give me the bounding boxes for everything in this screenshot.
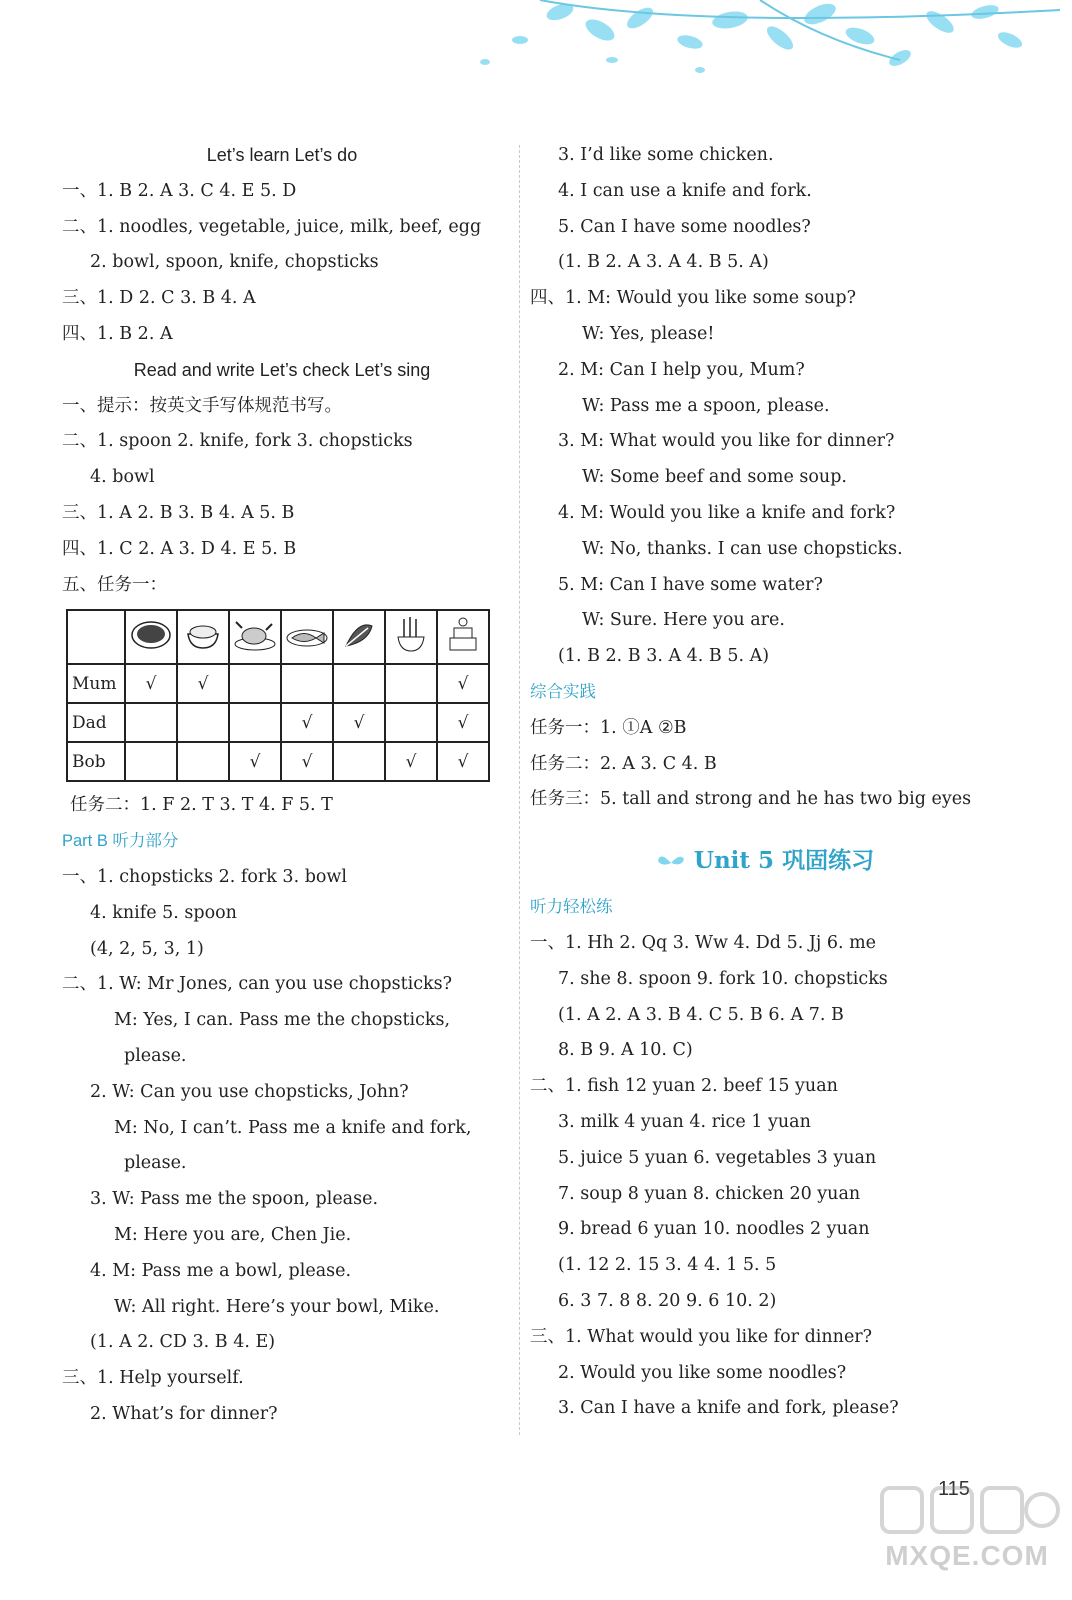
answer-line: 任务二：2. A 3. C 4. B [530, 753, 717, 774]
table-cell [177, 742, 229, 781]
table-cell: √ [177, 664, 229, 703]
answer-line: W: Yes, please! [582, 323, 715, 344]
answer-line: 任务二：1. F 2. T 3. T 4. F 5. T [70, 795, 333, 816]
answer-line: (1. 12 2. 15 3. 4 4. 1 5. 5 [558, 1255, 777, 1276]
answer-line: 任务一：1. ①A ②B [530, 717, 687, 738]
answer-line: 2. W: Can you use chopsticks, John? [90, 1081, 409, 1102]
table-cell [229, 664, 281, 703]
answer-line: 2. What’s for dinner? [90, 1403, 278, 1424]
answer-line: W: Some beef and some soup. [582, 467, 847, 488]
section-label: 综合实践 [530, 682, 596, 701]
answer-line: 二、1. fish 12 yuan 2. beef 15 yuan [530, 1076, 838, 1097]
section-heading: Read and write Let’s check Let’s sing [133, 359, 431, 380]
table-cell: √ [437, 664, 489, 703]
answer-line: W: All right. Here’s your bowl, Mike. [114, 1296, 440, 1317]
answer-line: 四、1. C 2. A 3. D 4. E 5. B [62, 538, 297, 559]
table-row [67, 703, 489, 742]
answer-line: 3. M: What would you like for dinner? [558, 431, 895, 452]
rice-bowl-icon [177, 610, 229, 664]
answer-line: 5. Can I have some noodles? [558, 216, 811, 237]
table-cell: √ [125, 664, 177, 703]
page-number: 115 [938, 1478, 970, 1500]
answer-line: 一、提示：按英文手写体规范书写。 [62, 395, 342, 416]
answer-line: 7. soup 8 yuan 8. chicken 20 yuan [558, 1183, 861, 1204]
answer-line: (1. A 2. A 3. B 4. C 5. B 6. A 7. B [558, 1004, 844, 1025]
answer-line: 三、1. What would you like for dinner? [530, 1326, 873, 1347]
answer-line: please. [124, 1153, 187, 1174]
section-label: 听力轻松练 [530, 898, 613, 917]
answer-line: 4. I can use a knife and fork. [558, 180, 812, 201]
noodles-icon [385, 610, 437, 664]
answer-line: 4. knife 5. spoon [90, 902, 237, 923]
answer-line: (1. A 2. CD 3. B 4. E) [90, 1332, 276, 1353]
answer-line: 二、1. noodles, vegetable, juice, milk, beef, egg [62, 216, 482, 237]
answer-line: 一、1. B 2. A 3. C 4. E 5. D [62, 180, 297, 201]
answer-line: W: Sure. Here you are. [582, 610, 785, 631]
right-column [530, 138, 1000, 1427]
table-cell: √ [437, 703, 489, 742]
table-row [67, 664, 489, 703]
food-table [66, 609, 490, 782]
table-cell: √ [281, 742, 333, 781]
table-cell: √ [281, 703, 333, 742]
fish-icon [281, 610, 333, 664]
answer-line: 一、1. chopsticks 2. fork 3. bowl [62, 866, 348, 887]
cake-icon [437, 610, 489, 664]
left-column [62, 138, 502, 1433]
table-cell [385, 703, 437, 742]
answer-line: 3. milk 4 yuan 4. rice 1 yuan [558, 1111, 811, 1132]
table-cell [125, 742, 177, 781]
table-cell [333, 664, 385, 703]
answer-line: M: No, I can’t. Pass me a knife and fork, [114, 1117, 472, 1138]
butterfly-icon [656, 851, 686, 873]
answer-line: 2. bowl, spoon, knife, chopsticks [90, 252, 379, 273]
table-cell [385, 664, 437, 703]
answer-line: 5. M: Can I have some water? [558, 574, 823, 595]
row-label: Dad [67, 703, 125, 742]
answer-line: 9. bread 6 yuan 10. noodles 2 yuan [558, 1219, 870, 1240]
answer-line: 2. M: Can I help you, Mum? [558, 359, 805, 380]
section-heading: Let’s learn Let’s do [206, 145, 358, 165]
table-cell [333, 742, 385, 781]
leaf-decoration [0, 0, 1072, 100]
answer-line: (1. B 2. A 3. A 4. B 5. A) [558, 252, 769, 273]
answer-line: 4. M: Would you like a knife and fork? [558, 502, 896, 523]
answer-line: 四、1. B 2. A [62, 323, 173, 344]
answer-line: 8. B 9. A 10. C) [558, 1040, 693, 1061]
answer-line: 3. I’d like some chicken. [558, 145, 774, 165]
table-cell [281, 664, 333, 703]
table-row [67, 742, 489, 781]
watermark-logo-icon [872, 1482, 1062, 1542]
answer-line: 4. M: Pass me a bowl, please. [90, 1260, 352, 1281]
answer-line: (4, 2, 5, 3, 1) [90, 938, 204, 959]
answer-line: 3. Can I have a knife and fork, please? [558, 1398, 899, 1419]
table-cell: √ [385, 742, 437, 781]
column-divider [519, 145, 520, 1435]
answer-line: M: Yes, I can. Pass me the chopsticks, [114, 1010, 451, 1031]
answer-line: 五、任务一： [62, 574, 167, 595]
steak-icon [125, 610, 177, 664]
answer-line: 三、1. Help yourself. [62, 1368, 244, 1389]
answer-line: W: No, thanks. I can use chopsticks. [582, 538, 903, 559]
answer-line: 7. she 8. spoon 9. fork 10. chopsticks [558, 968, 888, 989]
answer-line: 3. W: Pass me the spoon, please. [90, 1189, 379, 1210]
watermark [872, 1482, 1062, 1582]
table-cell: √ [229, 742, 281, 781]
answer-line: 6. 3 7. 8 8. 20 9. 6 10. 2) [558, 1290, 777, 1311]
answer-line: please. [124, 1045, 187, 1066]
answer-line: 三、1. D 2. C 3. B 4. A [62, 288, 256, 309]
unit-title-text: Unit 5 巩固练习 [693, 847, 875, 875]
section-label: Part B 听力部分 [62, 832, 179, 851]
answer-line: 一、1. Hh 2. Qq 3. Ww 4. Dd 5. Jj 6. me [530, 932, 877, 953]
vegetable-icon [333, 610, 385, 664]
answer-line: 2. Would you like some noodles? [558, 1362, 847, 1383]
answer-line: 三、1. A 2. B 3. B 4. A 5. B [62, 502, 295, 523]
table-cell [229, 703, 281, 742]
table-cell: √ [333, 703, 385, 742]
answer-line: 4. bowl [90, 467, 155, 488]
table-cell [125, 703, 177, 742]
answer-line: 四、1. M: Would you like some soup? [530, 288, 856, 309]
table-cell: √ [437, 742, 489, 781]
table-cell [177, 703, 229, 742]
answer-line: W: Pass me a spoon, please. [582, 395, 830, 416]
watermark-text: MXQE.COM [885, 1540, 1049, 1571]
chicken-icon [229, 610, 281, 664]
answer-line: (1. B 2. B 3. A 4. B 5. A) [558, 646, 770, 667]
answer-line: M: Here you are, Chen Jie. [114, 1224, 352, 1245]
answer-line: 5. juice 5 yuan 6. vegetables 3 yuan [558, 1147, 877, 1168]
answer-line: 二、1. W: Mr Jones, can you use chopsticks? [62, 974, 452, 995]
answer-line: 二、1. spoon 2. knife, fork 3. chopsticks [62, 431, 413, 452]
unit-title [530, 832, 1000, 890]
corner-cell [67, 610, 125, 664]
row-label: Mum [67, 664, 125, 703]
row-label: Bob [67, 742, 125, 781]
answer-line: 任务三：5. tall and strong and he has two big eyes [530, 789, 972, 810]
